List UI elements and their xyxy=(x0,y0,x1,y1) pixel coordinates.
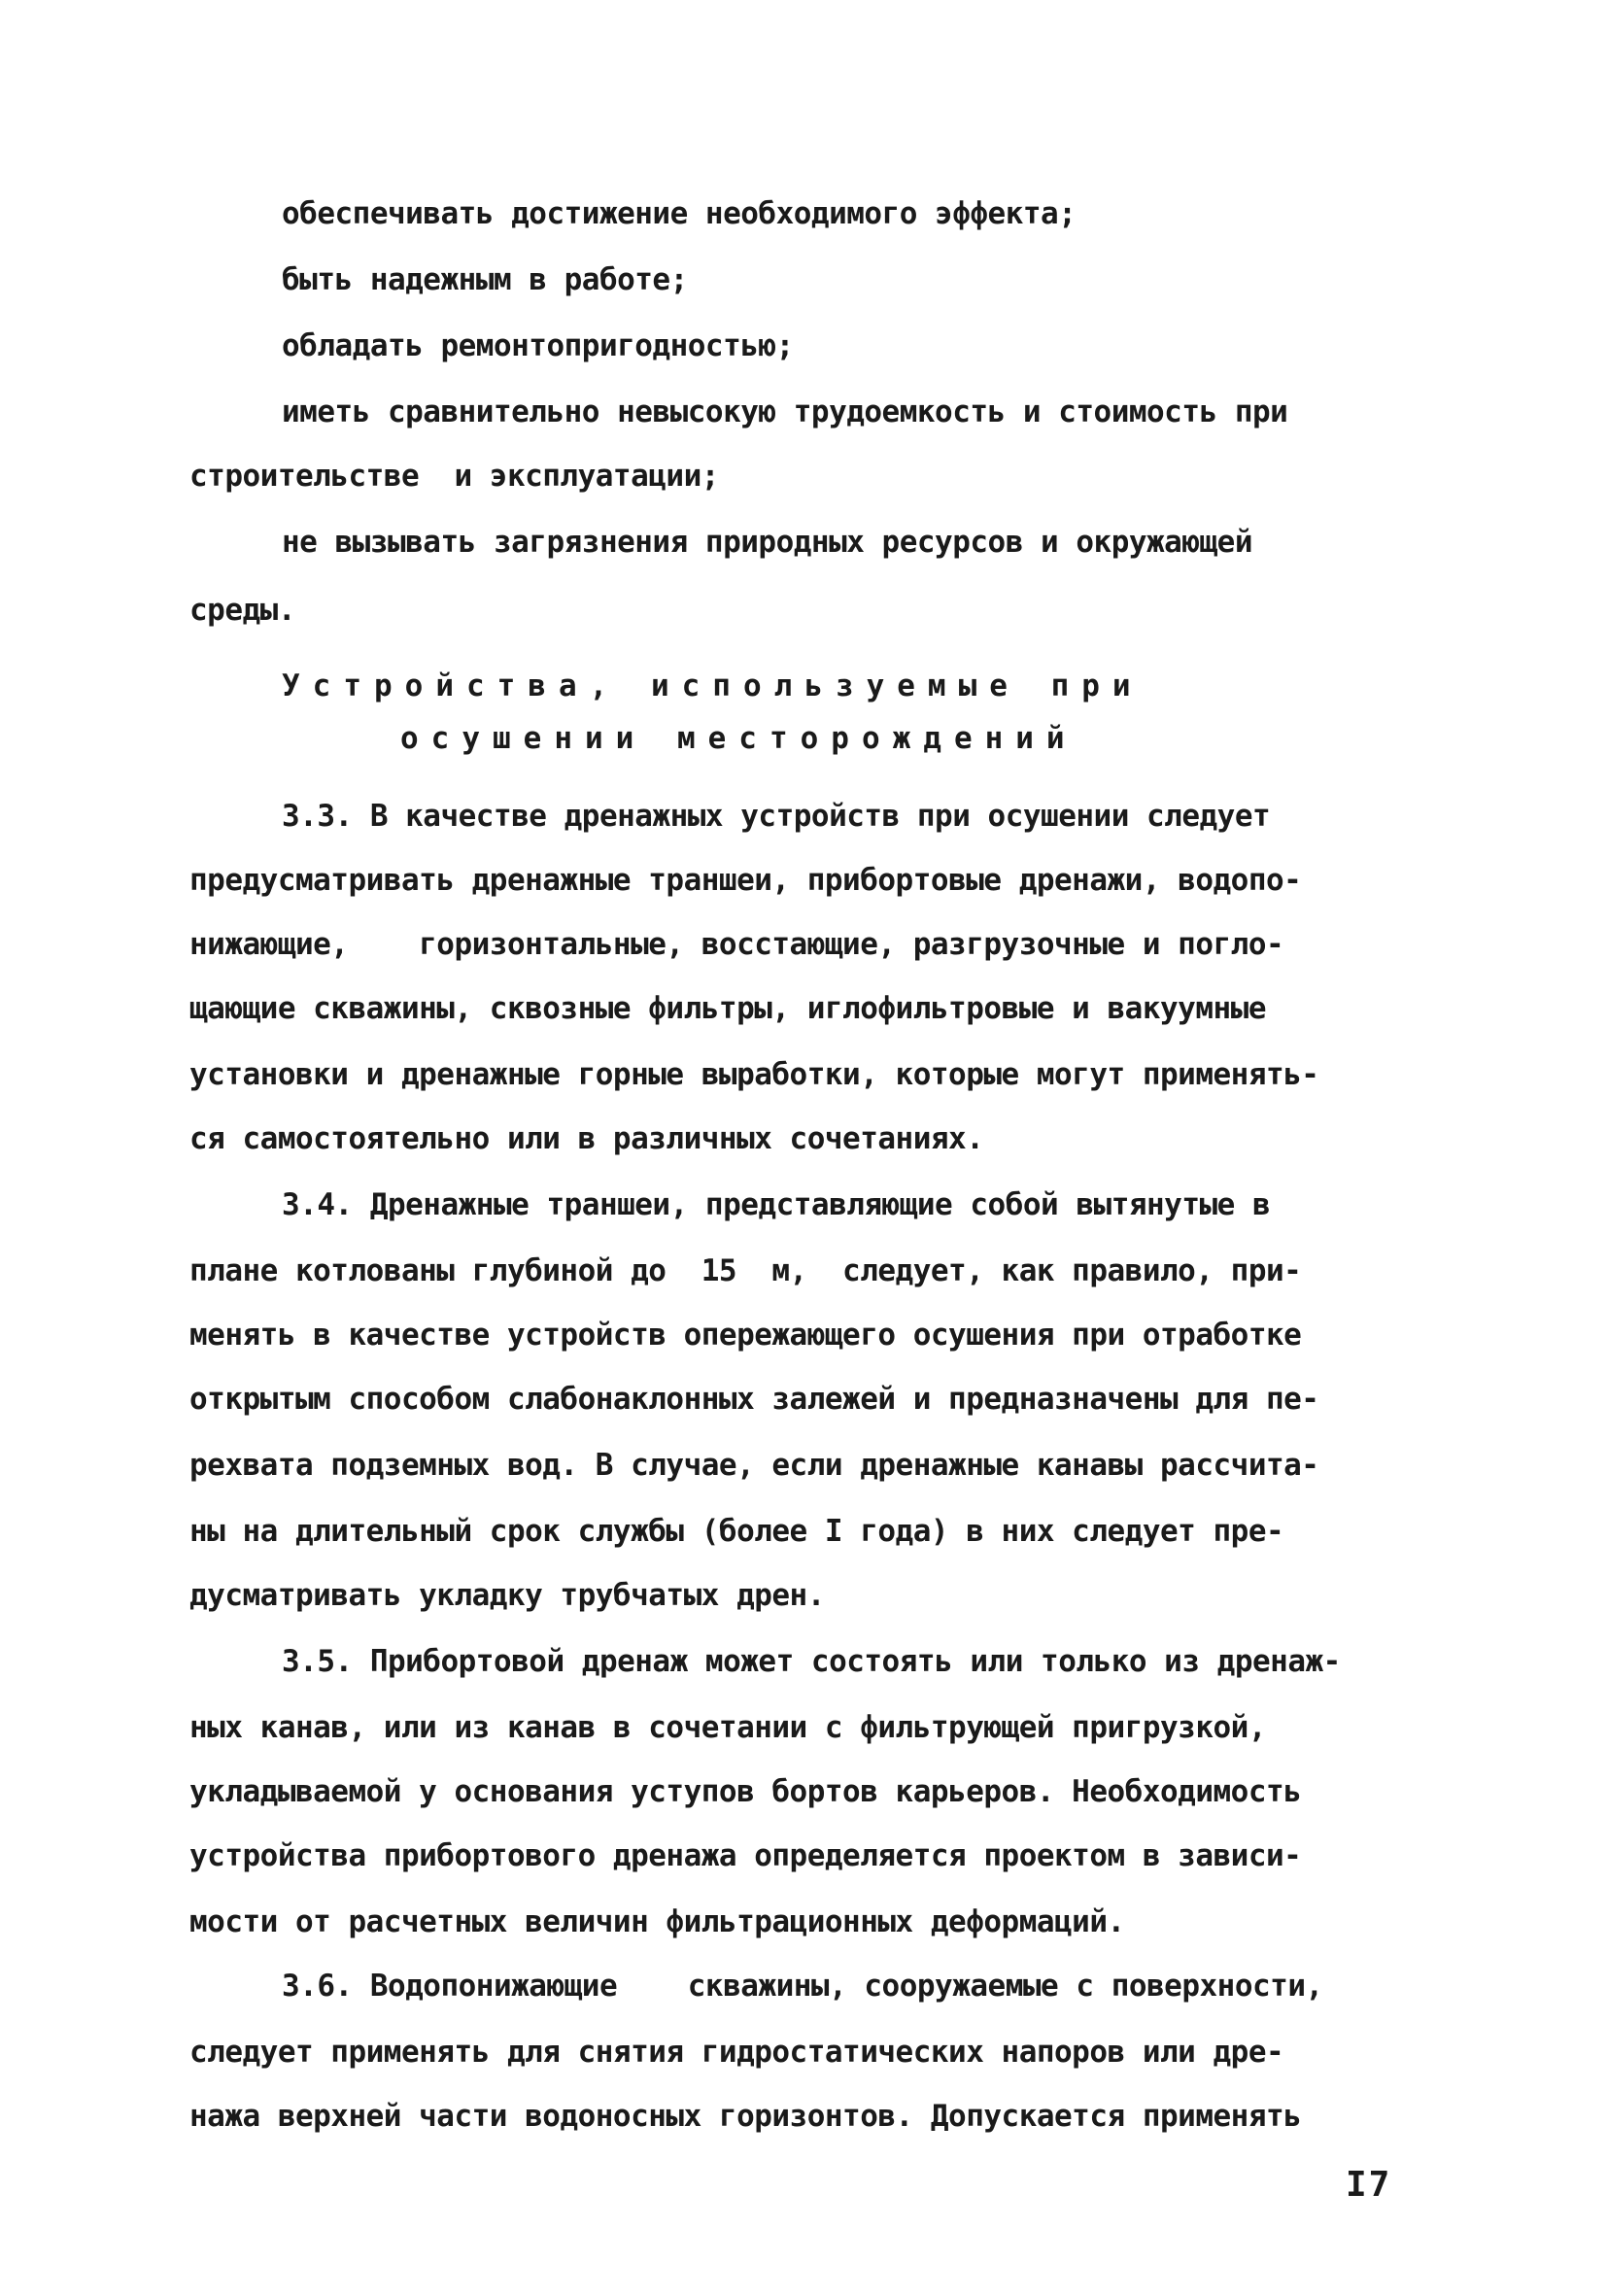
p34-line-2: плане котлованы глубиной до 15 м, следует, как правило, при- xyxy=(189,1253,1302,1288)
p33-line-2: предусматривать дренажные траншеи, прибортовые дренажи, водопо- xyxy=(189,863,1302,898)
page-number: I7 xyxy=(1346,2165,1392,2205)
intro-item-5-cont: среды. xyxy=(189,593,295,628)
p34-line-6: ны на длительный срок службы (более I года) в них следует пре- xyxy=(189,1514,1284,1549)
p34-line-5: рехвата подземных вод. В случае, если дренажные канавы рассчита- xyxy=(189,1448,1319,1483)
intro-item-4: иметь сравнительно невысокую трудоемкость и стоимость при xyxy=(282,394,1288,429)
p36-line-2: следует применять для снятия гидростатических напоров или дре- xyxy=(189,2035,1284,2070)
p34-line-1: 3.4. Дренажные траншеи, представляющие собой вытянутые в xyxy=(282,1187,1271,1222)
p35-line-1: 3.5. Прибортовой дренаж может состоять или только из дренаж- xyxy=(282,1644,1341,1679)
intro-item-2: быть надежным в работе; xyxy=(282,262,688,297)
section-heading-line-2: осушении месторождений xyxy=(400,721,1077,756)
p33-line-4: щающие скважины, сквозные фильтры, иглофильтровые и вакуумные xyxy=(189,991,1266,1026)
p36-line-1: 3.6. Водопонижающие скважины, сооружаемые с поверхности, xyxy=(282,1969,1323,2004)
intro-item-1: обеспечивать достижение необходимого эффекта; xyxy=(282,196,1077,231)
p35-line-5: мости от расчетных величин фильтрационных деформаций. xyxy=(189,1904,1125,1939)
p34-line-4: открытым способом слабонаклонных залежей и предназначены для пе- xyxy=(189,1382,1319,1417)
p35-line-3: укладываемой у основания уступов бортов карьеров. Необходимость xyxy=(189,1774,1302,1809)
p33-line-6: ся самостоятельно или в различных сочетаниях. xyxy=(189,1121,984,1156)
intro-item-4-cont: строительстве и эксплуатации; xyxy=(189,459,719,494)
p33-line-3: нижающие, горизонтальные, восстающие, разгрузочные и погло- xyxy=(189,927,1284,962)
p35-line-4: устройства прибортового дренажа определяется проектом в зависи- xyxy=(189,1838,1302,1873)
p36-line-3: нажа верхней части водоносных горизонтов. Допускается применять xyxy=(189,2099,1302,2134)
section-heading-line-1: Устройства, используемые при xyxy=(282,668,1144,703)
intro-item-5: не вызывать загрязнения природных ресурсов и окружающей xyxy=(282,525,1252,560)
intro-item-3: обладать ремонтопригодностью; xyxy=(282,328,794,363)
p34-line-3: менять в качестве устройств опережающего осушения при отработке xyxy=(189,1318,1302,1353)
p35-line-2: ных канав, или из канав в сочетании с фильтрующей пригрузкой, xyxy=(189,1710,1266,1745)
p34-line-7: дусматривать укладку трубчатых дрен. xyxy=(189,1578,825,1613)
p33-line-1: 3.3. В качестве дренажных устройств при осушении следует xyxy=(282,799,1271,834)
p33-line-5: установки и дренажные горные выработки, которые могут применять- xyxy=(189,1057,1319,1092)
